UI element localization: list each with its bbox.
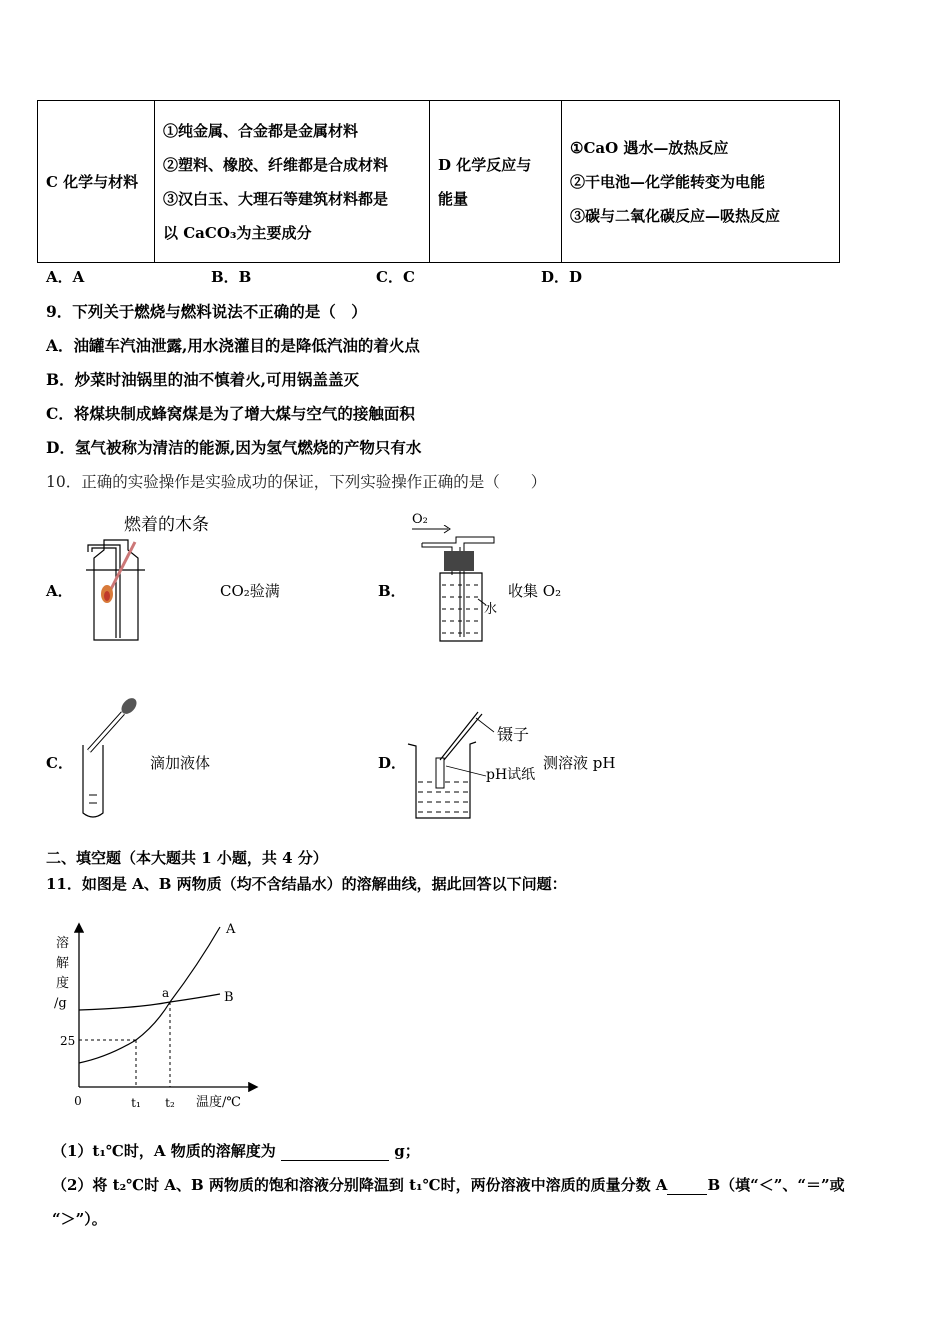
q10-option-a-letter[interactable]: A． <box>46 582 73 600</box>
q10-a-fig-label: 燃着的木条 <box>124 515 209 535</box>
q10-option-b-letter[interactable]: B． <box>378 582 406 600</box>
q10-stem: 10．正确的实验操作是实验成功的保证，下列实验操作正确的是（ ） <box>46 473 547 491</box>
curve-a <box>79 927 220 1063</box>
q11-sub2 <box>52 1174 845 1195</box>
table-c-items <box>155 101 430 263</box>
q11-sub1-text: （1）t₁℃时，A 物质的溶解度为 <box>52 1142 276 1160</box>
q9-option-a[interactable]: A．油罐车汽油泄露,用水浇灌目的是降低汽油的着火点 <box>46 336 420 355</box>
origin-label: 0 <box>74 1094 82 1108</box>
table-c-item: 以 CaCO₃为主要成分 <box>163 223 312 242</box>
q9-option-d[interactable]: D．氢气被称为清洁的能源,因为氢气燃烧的产物只有水 <box>46 438 422 457</box>
y-tick-label: 25 <box>60 1034 76 1048</box>
co2-test-illustration <box>80 530 155 645</box>
x-tick-label: t₁ <box>131 1096 141 1110</box>
y-label-char: 解 <box>56 956 70 971</box>
q9-option-b[interactable]: B．炒菜时油锅里的油不慎着火,可用锅盖盖灭 <box>46 370 359 389</box>
intersection-label: a <box>162 986 170 1000</box>
options-table <box>37 100 840 263</box>
q11-sub2-text: （2）将 t₂℃时 A、B 两物质的饱和溶液分别降温到 t₁℃时，两份溶液中溶质的质量分数 A <box>52 1176 668 1194</box>
table-d-item: ③碳与二氧化碳反应—吸热反应 <box>570 206 781 225</box>
y-label-char: 溶 <box>56 936 70 951</box>
table-d-item: ①CaO 遇水—放热反应 <box>570 138 729 157</box>
table-c-item: ①纯金属、合金都是金属材料 <box>163 121 359 140</box>
y-label-char: /g <box>54 996 67 1011</box>
section2-heading: 二、填空题（本大题共 1 小题，共 4 分） <box>46 849 328 867</box>
q11-sub1 <box>52 1140 420 1161</box>
table-d-label-line: 能量 <box>438 189 469 208</box>
q10-option-c-caption: 滴加液体 <box>150 754 211 772</box>
x-axis-label: 温度/℃ <box>196 1095 241 1110</box>
table-c-item: ③汉白玉、大理石等建筑材料都是 <box>163 189 389 208</box>
table-d-item: ②干电池—化学能转变为电能 <box>570 172 766 191</box>
q10-option-c-letter[interactable]: C． <box>46 754 73 772</box>
q10-d-fig-tweezers: 镊子 <box>497 725 530 744</box>
x-tick-label: t₂ <box>165 1096 175 1110</box>
q11-sub2-hint: B（填“＜”、“＝”或 <box>707 1176 845 1194</box>
q8-option-c[interactable]: C．C <box>376 268 415 286</box>
q11-sub1-unit: g； <box>394 1142 420 1160</box>
q11-sub1-blank[interactable] <box>281 1142 389 1161</box>
table-c-item: ②塑料、橡胶、纤维都是合成材料 <box>163 155 389 174</box>
solubility-chart <box>48 915 268 1115</box>
q11-sub2-cont: “＞”）。 <box>52 1210 107 1228</box>
q10-d-fig-paper: pH试纸 <box>486 767 536 783</box>
q10-b-fig-o2: O₂ <box>412 512 428 527</box>
curve-b <box>79 994 220 1010</box>
o2-collection-illustration <box>408 525 503 645</box>
q11-stem: 11．如图是 A、B 两物质（均不含结晶水）的溶解曲线，据此回答以下问题： <box>46 875 567 893</box>
table-d-label <box>430 101 562 263</box>
q11-sub2-blank[interactable] <box>667 1176 707 1195</box>
table-d-label-line: D 化学反应与 <box>438 155 532 174</box>
q8-option-a[interactable]: A．A <box>46 268 85 286</box>
q9-option-c[interactable]: C．将煤块制成蜂窝煤是为了增大煤与空气的接触面积 <box>46 404 415 423</box>
q8-option-b[interactable]: B．B <box>211 268 252 286</box>
q10-option-d-letter[interactable]: D． <box>378 754 407 772</box>
q10-option-a-caption: CO₂验满 <box>220 582 280 600</box>
table-d-items <box>562 101 840 263</box>
ph-test-illustration <box>406 710 496 822</box>
dropper-illustration <box>75 695 145 820</box>
y-label-char: 度 <box>56 976 70 991</box>
q8-option-d[interactable]: D．D <box>541 268 583 286</box>
table-c-label: C 化学与材料 <box>38 101 155 263</box>
series-label-a: A <box>226 922 236 937</box>
q10-option-b-caption: 收集 O₂ <box>508 582 562 600</box>
series-label-b: B <box>224 990 234 1005</box>
q10-b-fig-water: 水 <box>484 602 498 617</box>
q10-option-d-caption: 测溶液 pH <box>543 754 616 772</box>
q9-stem: 9．下列关于燃烧与燃料说法不正确的是（ ） <box>46 302 367 321</box>
